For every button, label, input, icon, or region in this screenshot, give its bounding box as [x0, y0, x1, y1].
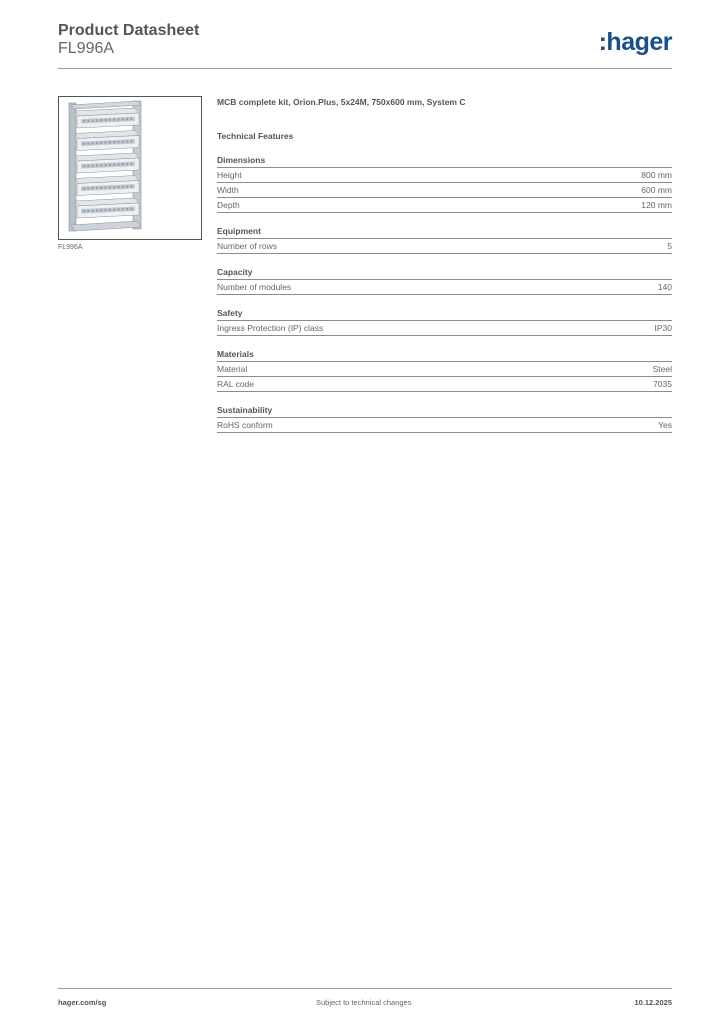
spec-label: Number of modules	[217, 282, 292, 292]
section-title: Equipment	[217, 226, 672, 239]
spec-label: Height	[217, 170, 242, 180]
hager-logo: :hager	[598, 28, 672, 56]
section-materials	[217, 349, 672, 392]
section-title: Safety	[217, 308, 672, 321]
spec-value: Yes	[658, 420, 672, 430]
product-code: FL996A	[58, 40, 115, 57]
din-rail-row	[75, 108, 139, 128]
spec-value: 600 mm	[641, 185, 672, 195]
spec-value: 7035	[653, 379, 672, 389]
spec-label: Number of rows	[217, 241, 277, 251]
section-safety	[217, 308, 672, 336]
spec-row	[217, 280, 672, 295]
spec-row	[217, 362, 672, 377]
section-capacity	[217, 267, 672, 295]
spec-value: 800 mm	[641, 170, 672, 180]
spec-label: Material	[217, 364, 248, 374]
image-caption: FL996A	[58, 244, 83, 251]
spec-value: IP30	[654, 323, 672, 333]
feature-sections	[217, 155, 672, 433]
technical-features-heading: Technical Features	[217, 131, 294, 141]
spec-row	[217, 183, 672, 198]
section-title: Capacity	[217, 267, 672, 280]
footer-divider	[58, 988, 672, 989]
section-sustainability	[217, 405, 672, 433]
product-image	[58, 96, 202, 240]
spec-row	[217, 418, 672, 433]
din-rail-row	[75, 198, 139, 218]
product-name: MCB complete kit, Orion.Plus, 5x24M, 750x600 mm, System C	[217, 97, 466, 107]
spec-row	[217, 168, 672, 183]
section-dimensions	[217, 155, 672, 213]
spec-label: Width	[217, 185, 239, 195]
spec-value: 120 mm	[641, 200, 672, 210]
footer-notice: Subject to technical changes	[316, 998, 412, 1007]
section-title: Dimensions	[217, 155, 672, 168]
spec-label: RAL code	[217, 379, 255, 389]
spec-value: 140	[657, 282, 672, 292]
spec-label: Ingress Protection (IP) class	[217, 323, 324, 333]
spec-row	[217, 321, 672, 336]
header-divider	[58, 68, 672, 69]
din-rail-row	[75, 131, 139, 151]
spec-label: Depth	[217, 200, 240, 210]
section-title: Materials	[217, 349, 672, 362]
spec-label: RoHS conform	[217, 420, 273, 430]
spec-row	[217, 239, 672, 254]
din-rail-row	[75, 176, 139, 196]
section-equipment	[217, 226, 672, 254]
spec-value: 5	[667, 241, 672, 251]
footer-date: 10.12.2025	[634, 998, 672, 1007]
section-title: Sustainability	[217, 405, 672, 418]
spec-value: Steel	[652, 364, 672, 374]
page-title: Product Datasheet	[58, 22, 200, 39]
spec-row	[217, 377, 672, 392]
spec-row	[217, 198, 672, 213]
datasheet-content	[217, 96, 672, 433]
din-rail-row	[75, 153, 139, 173]
footer-website: hager.com/sg	[58, 998, 107, 1007]
enclosure-kit-illustration	[59, 97, 201, 239]
